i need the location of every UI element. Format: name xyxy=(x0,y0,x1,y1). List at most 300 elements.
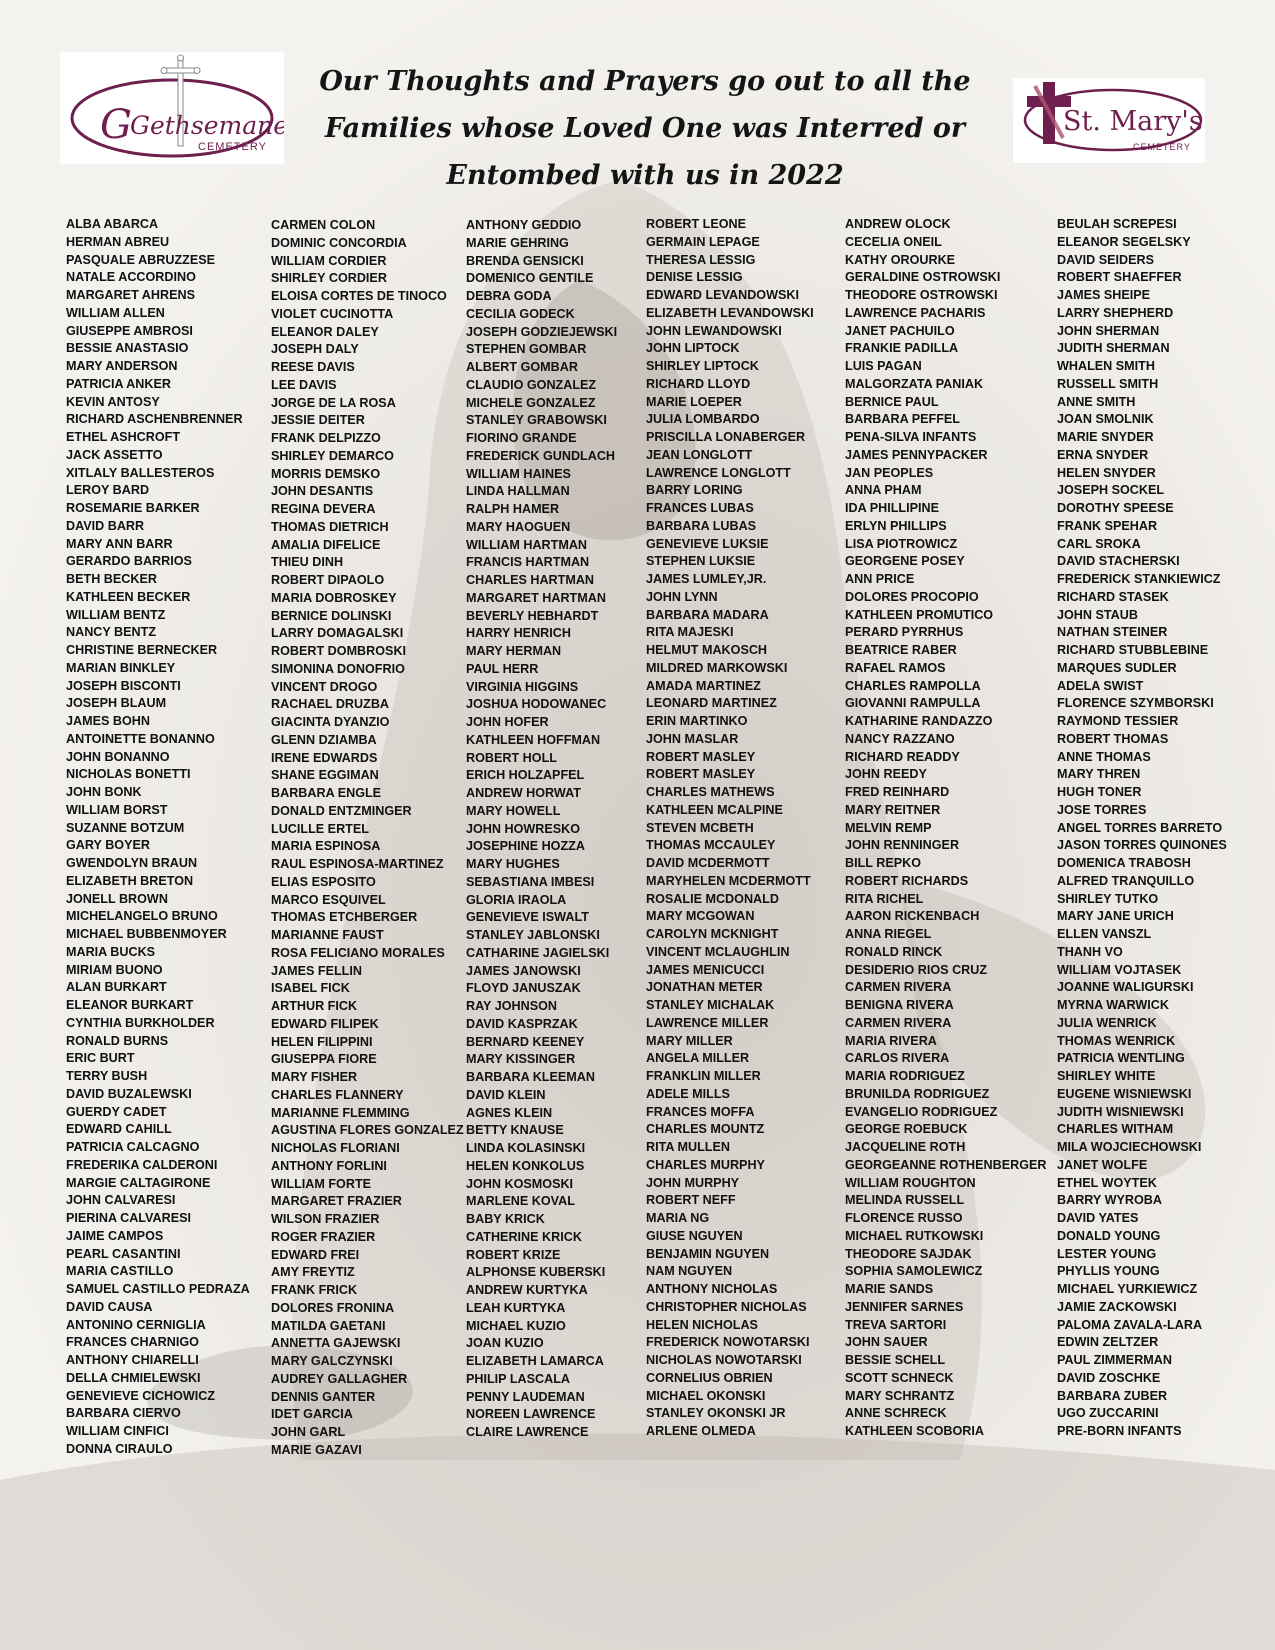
name-entry: THANH VO xyxy=(1057,944,1123,959)
name-entry: RITA MAJESKI xyxy=(646,625,734,640)
name-entry: GUERDY CADET xyxy=(66,1104,167,1119)
name-entry: MARIA BUCKS xyxy=(66,944,156,959)
name-entry: DENNIS GANTER xyxy=(271,1389,376,1404)
name-entry: DOMINIC CONCORDIA xyxy=(271,235,407,250)
name-entry: BERNARD KEENEY xyxy=(466,1034,585,1049)
name-entry: DOMENICO GENTILE xyxy=(466,271,594,286)
name-entry: GIACINTA DYANZIO xyxy=(271,715,390,729)
name-entry: MARIA DOBROSKEY xyxy=(271,590,397,605)
name-entry: RITA RICHEL xyxy=(845,891,924,906)
name-entry: GWENDOLYN BRAUN xyxy=(66,856,198,870)
name-entry: NANCY RAZZANO xyxy=(845,731,955,746)
name-entry: ROBERT HOLL xyxy=(466,750,557,765)
name-entry: MORRIS DEMSKO xyxy=(271,466,381,481)
name-entry: KATHLEEN PROMUTICO xyxy=(845,607,994,622)
name-entry: JOHN SAUER xyxy=(845,1335,928,1350)
name-entry: STEPHEN GOMBAR xyxy=(466,342,587,357)
name-entry: BETH BECKER xyxy=(66,572,157,586)
name-entry: RAYMOND TESSIER xyxy=(1057,714,1179,728)
name-entry: BRENDA GENSICKI xyxy=(466,253,584,268)
name-entry: JOHN STAUB xyxy=(1057,607,1138,622)
name-entry: DOMENICA TRABOSH xyxy=(1057,856,1191,870)
name-entry: MILA WOJCIECHOWSKI xyxy=(1057,1140,1202,1154)
name-entry: MYRNA WARWICK xyxy=(1057,998,1169,1012)
name-entry: DAVID YATES xyxy=(1057,1211,1139,1225)
name-entry: MARGARET HARTMAN xyxy=(466,590,606,605)
name-entry: JOHN KOSMOSKI xyxy=(466,1176,574,1191)
name-entry: PAUL ZIMMERMAN xyxy=(1057,1353,1172,1367)
name-entry: ANNE SMITH xyxy=(1057,394,1136,409)
name-entry: MARY GALCZYNSKI xyxy=(271,1354,393,1368)
name-entry: ADELA SWIST xyxy=(1057,678,1144,693)
name-entry: CHARLES FLANNERY xyxy=(271,1087,404,1102)
name-entry: ALPHONSE KUBERSKI xyxy=(466,1265,606,1280)
name-entry: JAMES JANOWSKI xyxy=(466,963,581,978)
name-entry: THIEU DINH xyxy=(271,555,344,570)
name-entry: SHANE EGGIMAN xyxy=(271,768,379,783)
name-entry: EDWARD FREI xyxy=(271,1247,360,1262)
name-entry: PASQUALE ABRUZZESE xyxy=(66,252,216,267)
name-entry: ROSEMARIE BARKER xyxy=(66,501,200,515)
name-entry: MARIE SANDS xyxy=(845,1282,934,1296)
name-entry: ERIN MARTINKO xyxy=(646,714,748,728)
name-entry: JUDITH WISNIEWSKI xyxy=(1057,1104,1184,1119)
name-entry: ROBERT SHAEFFER xyxy=(1057,270,1182,285)
name-entry: CHARLES MATHEWS xyxy=(646,785,775,799)
name-entry: ROBERT DOMBROSKI xyxy=(271,644,407,658)
title-line-2: Families whose Loved One was Interred or xyxy=(324,113,966,144)
name-entry: STANLEY GRABOWSKI xyxy=(466,413,607,428)
gethsemane-cemetery-logo xyxy=(60,52,284,164)
name-entry: HELEN NICHOLAS xyxy=(646,1317,758,1332)
name-entry: ELLEN VANSZL xyxy=(1057,927,1152,941)
name-entry: PENA-SILVA INFANTS xyxy=(845,430,977,444)
name-entry: JOSEPH DALY xyxy=(271,342,359,357)
name-entry: HUGH TONER xyxy=(1057,785,1142,799)
name-entry: MARGARET AHRENS xyxy=(66,288,195,302)
name-entry: BARRY LORING xyxy=(646,483,743,498)
name-entry: EDWIN ZELTZER xyxy=(1057,1335,1159,1350)
name-entry: ROBERT RICHARDS xyxy=(845,873,969,888)
page-title xyxy=(290,58,1000,199)
name-entry: EDWARD LEVANDOWSKI xyxy=(646,288,799,302)
name-entry: JAMES FELLIN xyxy=(271,963,362,978)
name-entry: DAVID CAUSA xyxy=(66,1299,153,1314)
name-entry: MARLENE KOVAL xyxy=(466,1194,575,1209)
names-column-4 xyxy=(646,216,814,1441)
name-entry: PAUL HERR xyxy=(466,661,539,676)
names-list xyxy=(0,216,1275,1466)
name-entry: EVANGELIO RODRIGUEZ xyxy=(845,1104,998,1119)
name-entry: MARIA ESPINOSA xyxy=(271,839,381,854)
name-entry: JOAN SMOLNIK xyxy=(1057,412,1154,427)
name-entry: JAN PEOPLES xyxy=(845,465,934,480)
name-entry: ANNA RIEGEL xyxy=(845,927,932,941)
name-entry: WILLIAM VOJTASEK xyxy=(1057,962,1182,977)
name-entry: MARIA RODRIGUEZ xyxy=(845,1069,965,1083)
name-entry: LEAH KURTYKA xyxy=(466,1300,566,1315)
name-entry: LAWRENCE PACHARIS xyxy=(845,305,986,320)
name-entry: FRANKIE PADILLA xyxy=(845,341,959,356)
name-entry: CHRISTINE BERNECKER xyxy=(66,643,218,657)
name-entry: GERMAIN LEPAGE xyxy=(646,234,760,249)
name-entry: MARIANNE FLEMMING xyxy=(271,1105,410,1120)
name-entry: GIUSE NGUYEN xyxy=(646,1228,743,1243)
name-entry: ISABEL FICK xyxy=(271,981,350,996)
name-entry: ROBERT LEONE xyxy=(646,217,747,231)
name-entry: JEAN LONGLOTT xyxy=(646,447,753,462)
name-entry: DAVID ZOSCHKE xyxy=(1057,1370,1161,1385)
name-entry: VINCENT DROGO xyxy=(271,679,378,694)
name-entry: MALGORZATA PANIAK xyxy=(845,376,984,391)
name-entry: MARY ANDERSON xyxy=(66,359,178,373)
name-entry: JOHN BONK xyxy=(66,785,142,799)
name-entry: ROBERT NEFF xyxy=(646,1193,736,1208)
name-entry: SIMONINA DONOFRIO xyxy=(271,661,405,676)
name-entry: DEBRA GODA xyxy=(466,289,552,303)
name-entry: PRE-BORN INFANTS xyxy=(1057,1424,1182,1438)
name-entry: CAROLYN MCKNIGHT xyxy=(646,927,779,941)
name-entry: STANLEY OKONSKI JR xyxy=(646,1406,786,1421)
name-entry: BARBARA PEFFEL xyxy=(845,412,960,427)
name-entry: CECILIA GODECK xyxy=(466,306,575,321)
name-entry: FLOYD JANUSZAK xyxy=(466,981,581,996)
name-entry: PATRICIA CALCAGNO xyxy=(66,1140,200,1154)
name-entry: CATHERINE KRICK xyxy=(466,1229,582,1244)
name-entry: AMY FREYTIZ xyxy=(271,1265,355,1280)
name-entry: RAFAEL RAMOS xyxy=(845,660,946,675)
name-entry: STANLEY JABLONSKI xyxy=(466,928,600,942)
name-entry: REGINA DEVERA xyxy=(271,502,376,516)
name-entry: CLAUDIO GONZALEZ xyxy=(466,377,597,392)
name-entry: MARY MILLER xyxy=(646,1033,733,1048)
name-entry: ALAN BURKART xyxy=(66,980,167,995)
name-entry: EDWARD CAHILL xyxy=(66,1122,172,1137)
name-entry: SHIRLEY WHITE xyxy=(1057,1069,1156,1083)
name-entry: LAWRENCE LONGLOTT xyxy=(646,465,791,480)
name-entry: ALBA ABARCA xyxy=(66,217,159,231)
name-entry: CATHARINE JAGIELSKI xyxy=(466,945,610,960)
name-entry: MARY HERMAN xyxy=(466,644,562,658)
name-entry: JAMIE ZACKOWSKI xyxy=(1057,1299,1177,1314)
name-entry: JOSHUA HODOWANEC xyxy=(466,697,607,712)
name-entry: ELEANOR DALEY xyxy=(271,324,379,339)
name-entry: DAVID BUZALEWSKI xyxy=(66,1086,192,1101)
name-entry: JOANNE WALIGURSKI xyxy=(1057,980,1194,995)
name-entry: ROSALIE MCDONALD xyxy=(646,891,779,906)
name-entry: HELMUT MAKOSCH xyxy=(646,643,768,657)
name-entry: PENNY LAUDEMAN xyxy=(466,1389,585,1404)
name-entry: WILSON FRAZIER xyxy=(271,1212,380,1226)
name-entry: CARL SROKA xyxy=(1057,536,1141,551)
name-entry: THOMAS DIETRICH xyxy=(271,519,389,534)
name-entry: MILDRED MARKOWSKI xyxy=(646,660,788,675)
name-entry: MARY HAOGUEN xyxy=(466,519,571,534)
name-entry: MARY HOWELL xyxy=(466,803,561,818)
name-entry: BENIGNA RIVERA xyxy=(845,998,954,1012)
name-entry: ANNE THOMAS xyxy=(1057,749,1151,764)
name-entry: PHYLLIS YOUNG xyxy=(1057,1264,1160,1279)
name-entry: JAMES SHEIPE xyxy=(1057,288,1151,302)
name-entry: MARCO ESQUIVEL xyxy=(271,892,386,907)
name-entry: MIRIAM BUONO xyxy=(66,962,163,977)
gethsemane-logo-initial: G xyxy=(100,102,132,148)
name-entry: DAVID SEIDERS xyxy=(1057,252,1155,267)
name-entry: STANLEY MICHALAK xyxy=(646,998,775,1012)
name-entry: FRANK FRICK xyxy=(271,1283,358,1297)
name-entry: SHIRLEY TUTKO xyxy=(1057,891,1159,906)
name-entry: RAUL ESPINOSA-MARTINEZ xyxy=(271,857,444,871)
name-entry: CYNTHIA BURKHOLDER xyxy=(66,1015,215,1030)
name-entry: PERARD PYRRHUS xyxy=(845,625,964,640)
title-line-1: Our Thoughts and Prayers go out to all the xyxy=(319,66,971,97)
names-column-3 xyxy=(466,217,617,1442)
name-entry: DAVID MCDERMOTT xyxy=(646,856,770,870)
name-entry: NICHOLAS FLORIANI xyxy=(271,1141,400,1155)
names-column-5 xyxy=(845,216,1047,1441)
name-entry: WILLIAM BORST xyxy=(66,802,168,817)
name-entry: TREVA SARTORI xyxy=(845,1317,947,1332)
name-entry: LINDA KOLASINSKI xyxy=(466,1141,586,1155)
name-entry: GERARDO BARRIOS xyxy=(66,554,192,569)
name-entry: ALFRED TRANQUILLO xyxy=(1057,873,1195,888)
name-entry: JOHN MURPHY xyxy=(646,1175,740,1190)
name-entry: JANET WOLFE xyxy=(1057,1157,1148,1172)
name-entry: SHIRLEY DEMARCO xyxy=(271,448,394,463)
name-entry: TERRY BUSH xyxy=(66,1069,148,1083)
name-entry: LARRY SHEPHERD xyxy=(1057,305,1174,320)
name-entry: IDET GARCIA xyxy=(271,1407,353,1422)
name-entry: JULIA LOMBARDO xyxy=(646,412,760,427)
name-entry: LISA PIOTROWICZ xyxy=(845,536,958,551)
name-entry: PEARL CASANTINI xyxy=(66,1246,181,1261)
name-entry: WHALEN SMITH xyxy=(1057,359,1155,373)
name-entry: MARIA RIVERA xyxy=(845,1033,937,1048)
name-entry: ANDREW KURTYKA xyxy=(466,1283,588,1297)
name-entry: MARY THREN xyxy=(1057,767,1141,782)
name-entry: MARY JANE URICH xyxy=(1057,909,1174,924)
name-entry: GERALDINE OSTROWSKI xyxy=(845,270,1001,285)
st-marys-logo-graphic xyxy=(1013,78,1205,163)
name-entry: LUCILLE ERTEL xyxy=(271,821,369,836)
name-entry: CHARLES MURPHY xyxy=(646,1157,765,1172)
name-entry: MARY FISHER xyxy=(271,1070,358,1084)
name-entry: RICHARD STUBBLEBINE xyxy=(1057,643,1209,657)
name-entry: CARMEN RIVERA xyxy=(845,1015,952,1030)
name-entry: KATHLEEN SCOBORIA xyxy=(845,1424,984,1438)
name-entry: JOHN RENNINGER xyxy=(845,838,960,853)
name-entry: FIORINO GRANDE xyxy=(466,431,577,445)
name-entry: LINDA HALLMAN xyxy=(466,484,570,499)
name-entry: DAVID KASPRZAK xyxy=(466,1016,578,1031)
name-entry: CHRISTOPHER NICHOLAS xyxy=(646,1299,807,1314)
name-entry: MICHELE GONZALEZ xyxy=(466,395,596,410)
name-entry: JOSEPHINE HOZZA xyxy=(466,839,585,854)
name-entry: BABY KRICK xyxy=(466,1212,545,1226)
name-entry: ANTHONY FORLINI xyxy=(271,1158,387,1173)
gethsemane-logo-name: Gethsemane xyxy=(130,111,284,140)
name-entry: THOMAS MCCAULEY xyxy=(646,838,776,853)
name-entry: RITA MULLEN xyxy=(646,1140,730,1154)
name-entry: ERICH HOLZAPFEL xyxy=(466,768,585,783)
name-entry: BENJAMIN NGUYEN xyxy=(646,1246,770,1261)
name-entry: AGNES KLEIN xyxy=(466,1105,553,1120)
names-column-1 xyxy=(66,216,250,1459)
name-entry: SEBASTIANA IMBESI xyxy=(466,874,595,889)
name-entry: MARY HUGHES xyxy=(466,857,560,871)
name-entry: JOHN SHERMAN xyxy=(1057,323,1160,338)
name-entry: WILLIAM FORTE xyxy=(271,1176,372,1191)
name-entry: NATALE ACCORDINO xyxy=(66,270,196,285)
name-entry: WILLIAM ROUGHTON xyxy=(845,1175,976,1190)
name-entry: GEORGENE POSEY xyxy=(845,554,965,569)
name-entry: ROBERT THOMAS xyxy=(1057,731,1169,746)
name-entry: KEVIN ANTOSY xyxy=(66,394,160,409)
name-entry: JOAN KUZIO xyxy=(466,1336,544,1351)
name-entry: BERNICE DOLINSKI xyxy=(271,608,392,623)
name-entry: ROBERT DIPAOLO xyxy=(271,573,385,587)
name-entry: JORGE DE LA ROSA xyxy=(271,395,396,410)
name-entry: ALBERT GOMBAR xyxy=(466,360,578,374)
name-entry: JACK ASSETTO xyxy=(66,447,163,462)
name-entry: RAY JOHNSON xyxy=(466,999,557,1013)
name-entry: PHILIP LASCALA xyxy=(466,1371,571,1386)
name-entry: GIUSEPPE AMBROSI xyxy=(66,323,193,338)
name-entry: CHARLES WITHAM xyxy=(1057,1122,1174,1137)
name-entry: JOHN MASLAR xyxy=(646,731,739,746)
name-entry: DONALD ENTZMINGER xyxy=(271,803,412,818)
name-entry: JOHN LYNN xyxy=(646,589,718,604)
name-entry: ELIZABETH LEVANDOWSKI xyxy=(646,305,814,320)
name-entry: MICHELANGELO BRUNO xyxy=(66,909,218,924)
name-entry: FREDERICK GUNDLACH xyxy=(466,448,616,463)
name-entry: CHARLES MOUNTZ xyxy=(646,1122,765,1137)
name-entry: CHARLES RAMPOLLA xyxy=(845,678,981,693)
name-entry: FREDERIKA CALDERONI xyxy=(66,1157,218,1172)
name-entry: FRANCES LUBAS xyxy=(646,501,754,515)
name-entry: ERLYN PHILLIPS xyxy=(845,518,947,533)
name-entry: ELEANOR BURKART xyxy=(66,998,194,1012)
name-entry: VINCENT MCLAUGHLIN xyxy=(646,944,790,959)
name-entry: ANN PRICE xyxy=(845,572,915,586)
name-entry: ELEANOR SEGELSKY xyxy=(1057,234,1191,249)
name-entry: JOHN BONANNO xyxy=(66,749,170,764)
name-entry: GEORGE ROEBUCK xyxy=(845,1122,968,1137)
gethsemane-logo-subtitle: CEMETERY xyxy=(198,141,267,153)
name-entry: CARMEN COLON xyxy=(271,218,376,232)
name-entry: UGO ZUCCARINI xyxy=(1057,1406,1159,1421)
name-entry: BARBARA ENGLE xyxy=(271,786,382,800)
name-entry: WILLIAM HAINES xyxy=(466,466,571,481)
name-entry: MARIE GEHRING xyxy=(466,235,569,250)
name-entry: MARY KISSINGER xyxy=(466,1052,576,1067)
name-entry: MARIA CASTILLO xyxy=(66,1264,174,1279)
name-entry: WILLIAM CORDIER xyxy=(271,253,387,268)
name-entry: IRENE EDWARDS xyxy=(271,750,378,765)
name-entry: ARTHUR FICK xyxy=(271,999,358,1013)
name-entry: REESE DAVIS xyxy=(271,360,355,374)
name-entry: RICHARD LLOYD xyxy=(646,376,751,391)
name-entry: EUGENE WISNIEWSKI xyxy=(1057,1086,1192,1101)
name-entry: THOMAS ETCHBERGER xyxy=(271,910,418,925)
name-entry: RICHARD STASEK xyxy=(1057,589,1169,604)
name-entry: ETHEL WOYTEK xyxy=(1057,1175,1157,1190)
name-entry: SHIRLEY CORDIER xyxy=(271,271,387,286)
name-entry: JOSEPH SOCKEL xyxy=(1057,483,1165,498)
name-entry: AARON RICKENBACH xyxy=(845,909,980,924)
name-entry: ROBERT MASLEY xyxy=(646,749,756,764)
name-entry: ROBERT KRIZE xyxy=(466,1247,561,1262)
name-entry: LAWRENCE MILLER xyxy=(646,1015,769,1030)
name-entry: RICHARD READDY xyxy=(845,749,960,764)
name-entry: NOREEN LAWRENCE xyxy=(466,1407,596,1422)
name-entry: KATHLEEN MCALPINE xyxy=(646,802,783,817)
name-entry: JESSIE DEITER xyxy=(271,413,365,428)
name-entry: MARY SCHRANTZ xyxy=(845,1388,955,1403)
name-entry: JOHN CALVARESI xyxy=(66,1193,176,1208)
name-entry: ETHEL ASHCROFT xyxy=(66,430,181,444)
name-entry: MICHAEL BUBBENMOYER xyxy=(66,927,227,941)
name-entry: SUZANNE BOTZUM xyxy=(66,820,185,835)
name-entry: JAMES LUMLEY,JR. xyxy=(646,572,767,586)
name-entry: ANGELA MILLER xyxy=(646,1051,750,1066)
name-entry: MARY REITNER xyxy=(845,802,941,817)
name-entry: GARY BOYER xyxy=(66,838,150,853)
name-entry: JANET PACHUILO xyxy=(845,323,955,338)
name-entry: NICHOLAS NOWOTARSKI xyxy=(646,1353,802,1367)
name-entry: WILLIAM BENTZ xyxy=(66,607,166,622)
name-entry: ELIZABETH LAMARCA xyxy=(466,1354,604,1368)
name-entry: LEONARD MARTINEZ xyxy=(646,696,777,711)
name-entry: BARBARA LUBAS xyxy=(646,518,757,533)
name-entry: MICHAEL RUTKOWSKI xyxy=(845,1228,984,1243)
name-entry: DONALD YOUNG xyxy=(1057,1228,1161,1243)
name-entry: WILLIAM ALLEN xyxy=(66,305,165,320)
name-entry: JENNIFER SARNES xyxy=(845,1299,964,1314)
name-entry: GEORGEANNE ROTHENBERGER xyxy=(845,1157,1047,1172)
name-entry: FRANKLIN MILLER xyxy=(646,1069,761,1083)
name-entry: AGUSTINA FLORES GONZALEZ xyxy=(271,1123,464,1138)
name-entry: BEATRICE RABER xyxy=(845,643,957,657)
name-entry: FRANCES MOFFA xyxy=(646,1104,755,1119)
name-entry: MARQUES SUDLER xyxy=(1057,660,1177,675)
name-entry: EDWARD FILIPEK xyxy=(271,1016,379,1031)
name-entry: MARIE LOEPER xyxy=(646,394,742,409)
name-entry: WILLIAM HARTMAN xyxy=(466,537,588,552)
name-entry: PATRICIA ANKER xyxy=(66,376,171,391)
name-entry: DENISE LESSIG xyxy=(646,270,743,285)
name-entry: GLORIA IRAOLA xyxy=(466,892,567,907)
name-entry: FLORENCE SZYMBORSKI xyxy=(1057,696,1214,711)
name-entry: STEPHEN LUKSIE xyxy=(646,554,756,569)
name-entry: NICHOLAS BONETTI xyxy=(66,767,191,782)
name-entry: CECELIA ONEIL xyxy=(845,234,942,249)
name-entry: ANDREW HORWAT xyxy=(466,786,581,800)
name-entry: THOMAS WENRICK xyxy=(1057,1033,1176,1048)
name-entry: ANNE SCHRECK xyxy=(845,1406,947,1421)
name-entry: JOHN REEDY xyxy=(845,767,927,782)
name-entry: AMADA MARTINEZ xyxy=(646,678,761,693)
name-entry: SHIRLEY LIPTOCK xyxy=(646,359,759,373)
name-entry: GLENN DZIAMBA xyxy=(271,732,377,747)
name-entry: HERMAN ABREU xyxy=(66,234,170,249)
name-entry: FREDERICK NOWOTARSKI xyxy=(646,1335,810,1350)
name-entry: GIOVANNI RAMPULLA xyxy=(845,696,981,711)
name-entry: ROBERT MASLEY xyxy=(646,767,756,782)
name-entry: FREDERICK STANKIEWICZ xyxy=(1057,572,1221,586)
name-entry: JAMES MENICUCCI xyxy=(646,962,765,977)
name-entry: HARRY HENRICH xyxy=(466,626,571,641)
